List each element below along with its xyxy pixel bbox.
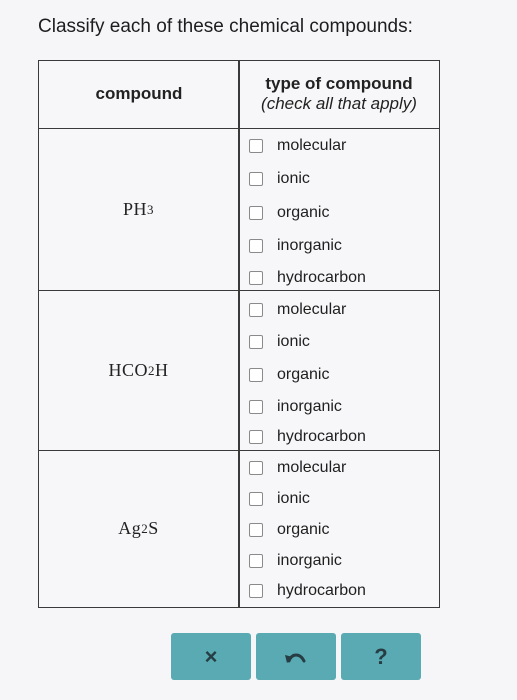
checkbox[interactable] [249,430,263,444]
option-label: ionic [277,333,310,350]
option-label: inorganic [277,552,342,569]
formula-subscript: 2 [141,520,149,536]
checkbox[interactable] [249,172,263,186]
option-label: hydrocarbon [277,582,366,599]
table-row [39,129,439,291]
option-label: molecular [277,301,347,318]
header-compound: compound [95,84,183,103]
question-prompt: Classify each of these chemical compounds: [38,16,413,37]
formula-subscript: 3 [147,201,154,217]
formula-base: PH [122,199,147,219]
checkbox[interactable] [249,303,263,317]
compound-formula [39,291,238,450]
option-label: molecular [277,459,347,476]
checkbox[interactable] [249,206,263,220]
classification-table [38,60,440,608]
option-organic[interactable] [249,519,329,541]
option-label: inorganic [277,237,342,254]
checkbox[interactable] [249,239,263,253]
compound-formula [39,451,238,606]
undo-button[interactable] [256,633,336,680]
checkbox[interactable] [249,461,263,475]
checkbox[interactable] [249,368,263,382]
checkbox[interactable] [249,584,263,598]
option-ionic[interactable] [249,488,310,510]
option-label: molecular [277,137,347,154]
formula-rest: S [148,518,159,538]
option-hydrocarbon[interactable] [249,426,366,448]
table-header [39,61,439,129]
option-label: organic [277,204,330,221]
table-row [39,291,439,451]
option-label: organic [277,366,330,383]
checkbox[interactable] [249,554,263,568]
answer-toolbar [171,633,421,680]
option-organic[interactable] [249,202,329,224]
checkbox[interactable] [249,139,263,153]
question-mark-icon: ? [374,643,388,669]
formula-base: HCO [108,360,148,380]
checkbox[interactable] [249,400,263,414]
option-inorganic[interactable] [249,550,342,572]
checkbox[interactable] [249,492,263,506]
compound-formula [39,129,238,290]
checkbox[interactable] [249,271,263,285]
header-type-hint: (check all that apply) [261,94,417,113]
option-label: hydrocarbon [277,428,366,445]
option-label: inorganic [277,398,342,415]
option-ionic[interactable] [249,331,310,353]
option-label: organic [277,521,330,538]
formula-rest: H [155,360,169,380]
help-button[interactable] [341,633,421,680]
option-inorganic[interactable] [249,235,342,257]
header-type-of-compound [239,61,439,127]
checkbox[interactable] [249,523,263,537]
option-molecular[interactable] [249,299,346,321]
formula-base: Ag [118,518,142,538]
x-icon: × [204,643,218,669]
option-ionic[interactable] [249,168,310,190]
undo-icon [284,649,308,665]
clear-button[interactable] [171,633,251,680]
option-label: hydrocarbon [277,269,366,286]
header-type-title: type of compound [265,74,413,93]
option-molecular[interactable] [249,135,346,157]
option-label: ionic [277,490,310,507]
option-inorganic[interactable] [249,396,342,418]
option-label: ionic [277,170,310,187]
option-hydrocarbon[interactable] [249,267,366,289]
formula-subscript: 2 [148,362,155,378]
checkbox[interactable] [249,335,263,349]
option-hydrocarbon[interactable] [249,580,366,602]
option-organic[interactable] [249,364,329,386]
option-molecular[interactable] [249,457,346,479]
table-row [39,451,439,606]
